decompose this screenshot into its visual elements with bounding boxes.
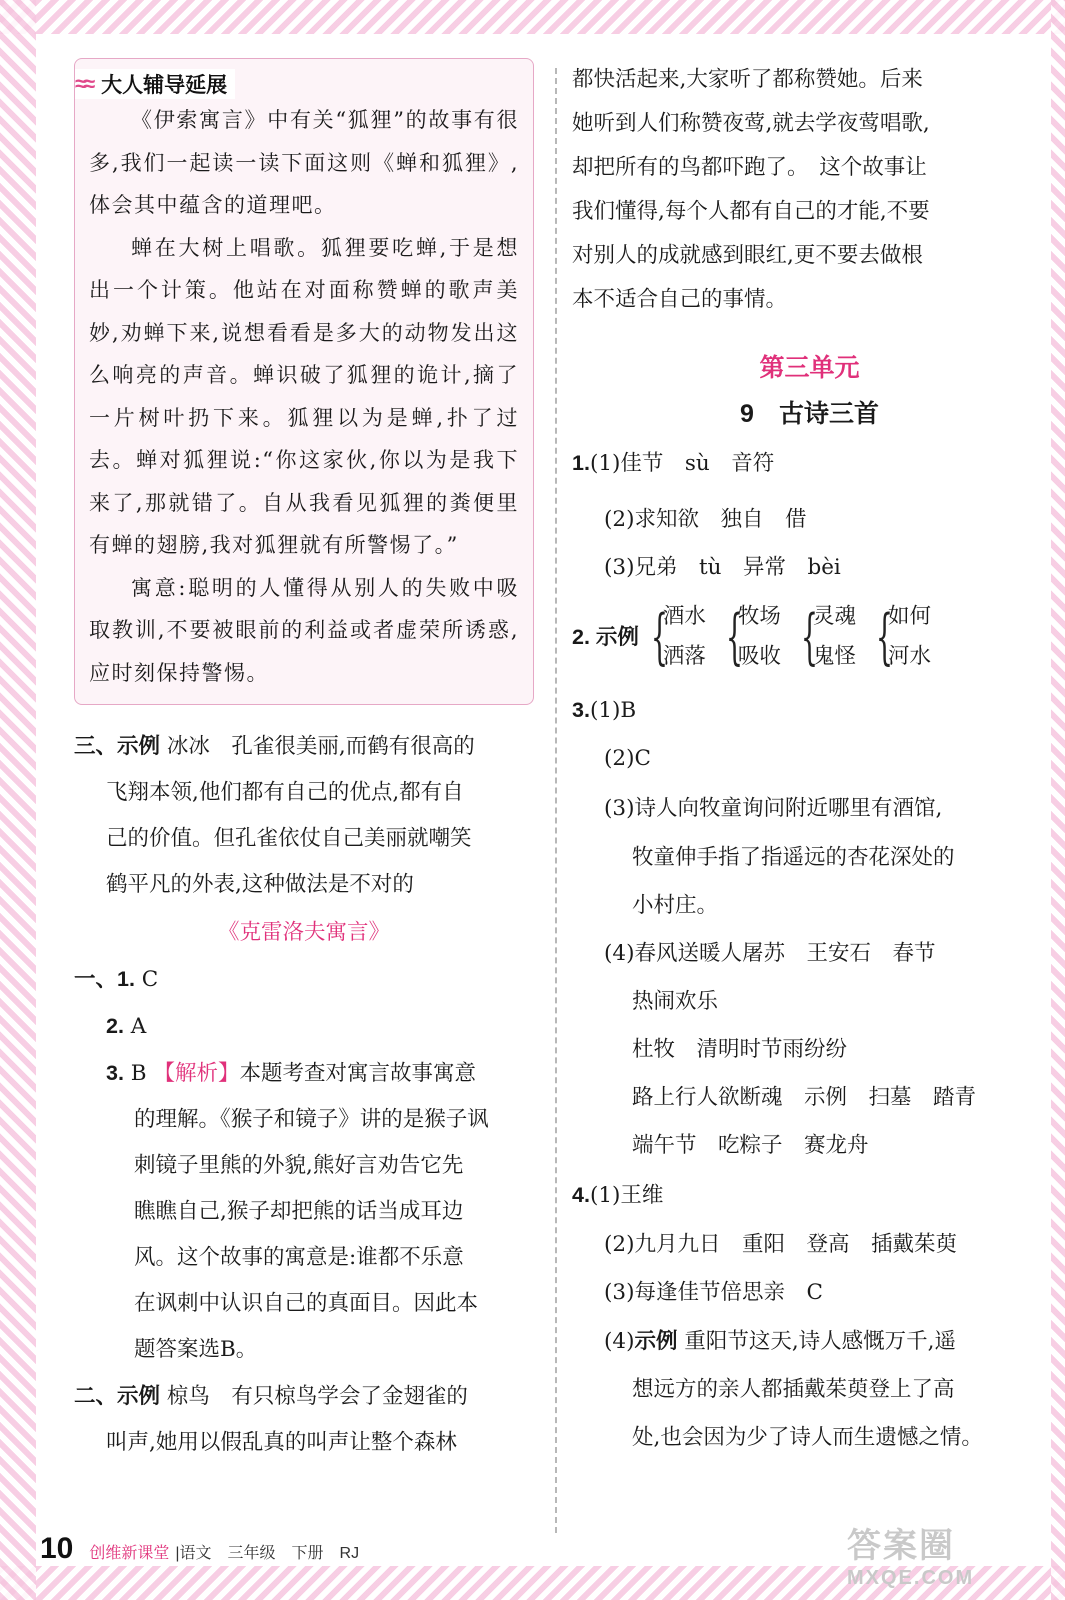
a3-item: (3)诗人向牧童询问附近哪里有酒馆, xyxy=(604,796,943,821)
cont-line: 却把所有的鸟都吓跑了。 这个故事让 xyxy=(572,155,927,180)
a3-line: 路上行人欲断魂 示例 扫墓 踏青 xyxy=(632,1085,977,1110)
page-frame-right xyxy=(1051,0,1065,1600)
right-column xyxy=(572,58,1047,1462)
word-bottom: 吸收 xyxy=(737,644,781,669)
a3-item: (4)春风送暖人屠苏 王安石 春节 xyxy=(604,941,936,966)
cont-line: 她听到人们称赞夜莺,就去学夜莺唱歌, xyxy=(572,111,930,136)
a3-line: 牧童伸手指了指遥远的杏花深处的 xyxy=(632,845,955,870)
page-frame-left xyxy=(0,0,36,1600)
cont-line: 对别人的成就感到眼红,更不要去做根 xyxy=(572,243,923,268)
a3-line: 杜牧 清明时节雨纷纷 xyxy=(632,1037,848,1062)
s3-answer: B xyxy=(130,1061,147,1086)
s3-line: 的理解。《猴子和镜子》讲的是猴子讽 xyxy=(134,1107,489,1132)
word-top: 牧场 xyxy=(737,604,781,629)
q3-line: 飞翔本领,他们都有自己的优点,都有自 xyxy=(106,780,464,805)
word-bottom: 鬼怪 xyxy=(812,644,856,669)
word-pair xyxy=(647,597,706,677)
brace-glyph: { xyxy=(800,602,818,672)
unit-title: 第三单元 xyxy=(759,354,860,382)
word-pair xyxy=(872,597,931,677)
analysis-tag: 【解析】 xyxy=(153,1061,240,1086)
word-pair xyxy=(722,597,781,677)
page-frame-top xyxy=(0,0,1065,34)
a1-item: (3)兄弟 tù 异常 bèi xyxy=(604,555,841,580)
a4-item: (2)九月九日 重阳 登高 插戴茱萸 xyxy=(604,1232,957,1257)
brand-name: 创维新课堂 xyxy=(89,1545,170,1562)
word-pair xyxy=(797,597,856,677)
a4-line: 想远方的亲人都插戴茱萸登上了高 xyxy=(632,1377,955,1402)
tip-paragraph: 蝉在大树上唱歌。狐狸要吃蝉,于是想出一个计策。他站在对面称赞蝉的歌声美妙,劝蝉下来,说想看看是多大的动物发出这么响亮的声音。蝉识破了狐狸的诡计,摘了一片树叶扔下来。狐狸以为是蝉,扑了过去。蝉对狐狸说:“你这家伙,你以为是我下来了,那就错了。自从我看见狐狸的粪便里有蝉的翅膀,我对狐狸就有所警惕了。” xyxy=(89,235,519,557)
a3-item: (1)B xyxy=(589,698,637,723)
a4-prefix: (4) xyxy=(604,1329,635,1354)
column-divider xyxy=(555,68,557,1533)
watermark-sub: MXQE.COM xyxy=(847,1567,975,1589)
tip-box-title: 大人辅导延展 xyxy=(101,74,228,97)
s2-answer: A xyxy=(130,1014,147,1039)
word-bottom: 洒落 xyxy=(662,644,706,669)
word-top: 灵魂 xyxy=(812,604,856,629)
cont-line: 都快活起来,大家听了都称赞她。后来 xyxy=(572,67,923,92)
a3-label: 3. xyxy=(572,698,590,722)
q2-line: 叫声,她用以假乱真的叫声让整个森林 xyxy=(106,1430,457,1455)
a1-item: (2)求知欲 独自 借 xyxy=(604,507,807,532)
a1-label: 1. xyxy=(572,451,590,475)
example-tag: 示例 xyxy=(634,1329,678,1353)
a4-item: (3)每逢佳节倍思亲 C xyxy=(604,1280,823,1305)
wave-icon: ≈≈ xyxy=(75,71,92,96)
s3-line: 在讽刺中认识自己的真面目。因此本 xyxy=(134,1291,479,1316)
book-meta: |语文 三年级 下册 RJ xyxy=(175,1545,360,1562)
cont-line: 本不适合自己的事情。 xyxy=(572,287,788,312)
a4-text: 重阳节这天,诗人感慨万千,遥 xyxy=(684,1329,956,1354)
a3-item: (2)C xyxy=(604,746,651,771)
q3-text: 冰冰 孔雀很美丽,而鹤有很高的 xyxy=(166,734,475,759)
tip-paragraph: 《伊索寓言》中有关“狐狸”的故事有很多,我们一起读一读下面这则《蝉和狐狸》,体会其中蕴含的道理吧。 xyxy=(89,108,519,217)
watermark-main: 答案圈 xyxy=(847,1527,955,1565)
a3-line: 小村庄。 xyxy=(632,893,719,918)
brace-glyph: { xyxy=(875,602,893,672)
question-3-block xyxy=(74,723,534,908)
left-column xyxy=(74,58,534,1466)
s3-line: 风。这个故事的寓意是:谁都不乐意 xyxy=(134,1245,464,1270)
word-top: 酒水 xyxy=(662,604,706,629)
a1-item: (1)佳节 sù 音符 xyxy=(589,451,775,476)
q3-label: 三、示例 xyxy=(74,734,161,758)
brace-glyph: { xyxy=(650,602,668,672)
s3-line: 题答案选B。 xyxy=(134,1337,258,1362)
word-top: 如何 xyxy=(887,604,931,629)
s1-answer: C xyxy=(141,967,159,992)
a2-block xyxy=(572,591,1047,683)
q3-line: 己的价值。但孔雀依仗自己美丽就嘲笑 xyxy=(106,826,472,851)
a4-line: 处,也会因为少了诗人而生遗憾之情。 xyxy=(632,1425,983,1450)
a3-line: 端午节 吃粽子 赛龙舟 xyxy=(632,1133,869,1158)
q2-text: 椋鸟 有只椋鸟学会了金翅雀的 xyxy=(166,1384,468,1409)
a2-label: 2. 示例 xyxy=(572,625,639,649)
q2-label: 二、示例 xyxy=(74,1384,161,1408)
s3-line: 刺镜子里熊的外貌,熊好言劝告它先 xyxy=(134,1153,464,1178)
lesson-title: 9 古诗三首 xyxy=(740,400,879,428)
section-title: 《克雷洛夫寓言》 xyxy=(217,920,390,945)
s3-line: 瞧瞧自己,猴子却把熊的话当成耳边 xyxy=(134,1199,464,1224)
page-footer xyxy=(40,1532,359,1566)
a4-label: 4. xyxy=(572,1183,590,1207)
page-number: 10 xyxy=(40,1532,74,1565)
s1-label: 一、1. xyxy=(74,967,135,991)
watermark xyxy=(847,1518,1027,1589)
s2-label: 2. xyxy=(106,1014,124,1038)
brace-glyph: { xyxy=(725,602,743,672)
tip-box-header xyxy=(75,69,235,99)
word-bottom: 河水 xyxy=(887,644,931,669)
answer-page xyxy=(44,48,1044,1558)
s3-label: 3. xyxy=(106,1061,124,1085)
cont-line: 我们懂得,每个人都有自己的才能,不要 xyxy=(572,199,930,224)
q3-line: 鹤平凡的外表,这种做法是不对的 xyxy=(106,872,414,897)
a4-item: (1)王维 xyxy=(589,1183,664,1208)
a3-line: 热闹欢乐 xyxy=(632,989,719,1014)
tutoring-extension-box xyxy=(74,58,534,705)
s3-text: 本题考查对寓言故事寓意 xyxy=(239,1061,476,1086)
tip-paragraph: 寓意:聪明的人懂得从别人的失败中吸取教训,不要被眼前的利益或者虚荣所诱惑,应时刻保持警惕。 xyxy=(89,575,519,685)
